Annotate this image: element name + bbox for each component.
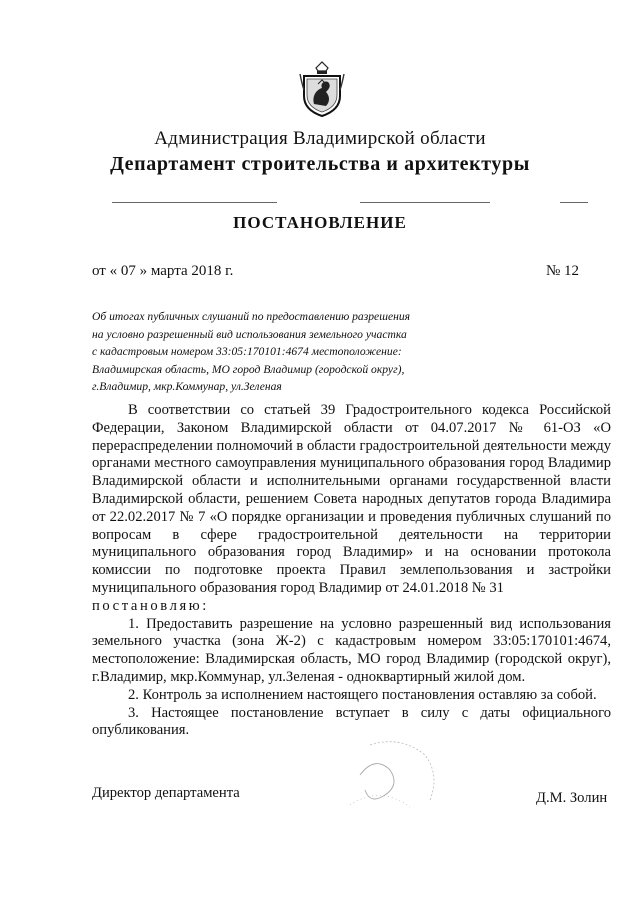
department-name: Департамент строительства и архитектуры (110, 153, 530, 175)
header-divider (112, 202, 277, 203)
document-type: ПОСТАНОВЛЕНИЕ (233, 213, 407, 232)
header-divider (560, 202, 588, 203)
item-3-paragraph: 3. Настоящее постановление вступает в силу с даты официального опубликования. (92, 704, 611, 739)
signature-stamp-mark (330, 735, 450, 825)
organization-name: Администрация Владимирской области (154, 128, 486, 149)
subject-line: г.Владимир, мкр.Коммунар, ул.Зеленая (92, 380, 282, 394)
document-number: № 12 (546, 263, 580, 279)
subject-line: с кадастровым номером 33:05:170101:4674 местоположение: (92, 345, 402, 359)
coat-of-arms-icon (298, 60, 346, 118)
subject-line: Владимирская область, МО город Владимир (городской округ), (92, 362, 405, 376)
item-2-paragraph: 2. Контроль за исполнением настоящего постановления оставляю за собой. (128, 686, 597, 703)
signatory-position: Директор департамента (92, 785, 240, 801)
header-divider (360, 202, 490, 203)
signatory-name: Д.М. Золин (536, 790, 608, 806)
document-date: от « 07 » марта 2018 г. (92, 263, 234, 279)
subject-line: Об итогах публичных слушаний по предоставлению разрешения (92, 310, 411, 323)
preamble-paragraph: В соответствии со статьей 39 Градостроительного кодекса Российской Федерации, Законом Владимирской области от 04.07.2017 № 61-ОЗ «О перераспределении полномочий в области градостроительной деятельности между органами местного самоуправления муниципального образования город Владимир Владимирской области и исполнительными органами государственной власти Владимирской области, решением Совета народных депутатов города Владимира от 22.02.2017 № 7 «О порядке организации и проведения публичных слушаний по вопросам в сфере градостроительной деятельности на территории муниципального образования город Владимир» и на основании протокола комиссии по подготовке проекта Правил землепользования и застройки муниципального образования город Владимир от 24.01.2018 № 31 (92, 402, 611, 596)
subject-line: на условно разрешенный вид использования земельного участка (92, 327, 407, 341)
document-body (92, 402, 611, 740)
item-1-paragraph: 1. Предоставить разрешение на условно разрешенный вид использования земельного участка (зона Ж-2) с кадастровым номером 33:05:170101:4674, местоположение: Владимирская область, МО город Владимир (городской округ), г.Владимир, мкр.Коммунар, ул.Зеленая - одноквартирный жилой дом. (92, 615, 611, 685)
resolve-word: постановляю: (92, 597, 209, 614)
document-subject (92, 308, 472, 396)
